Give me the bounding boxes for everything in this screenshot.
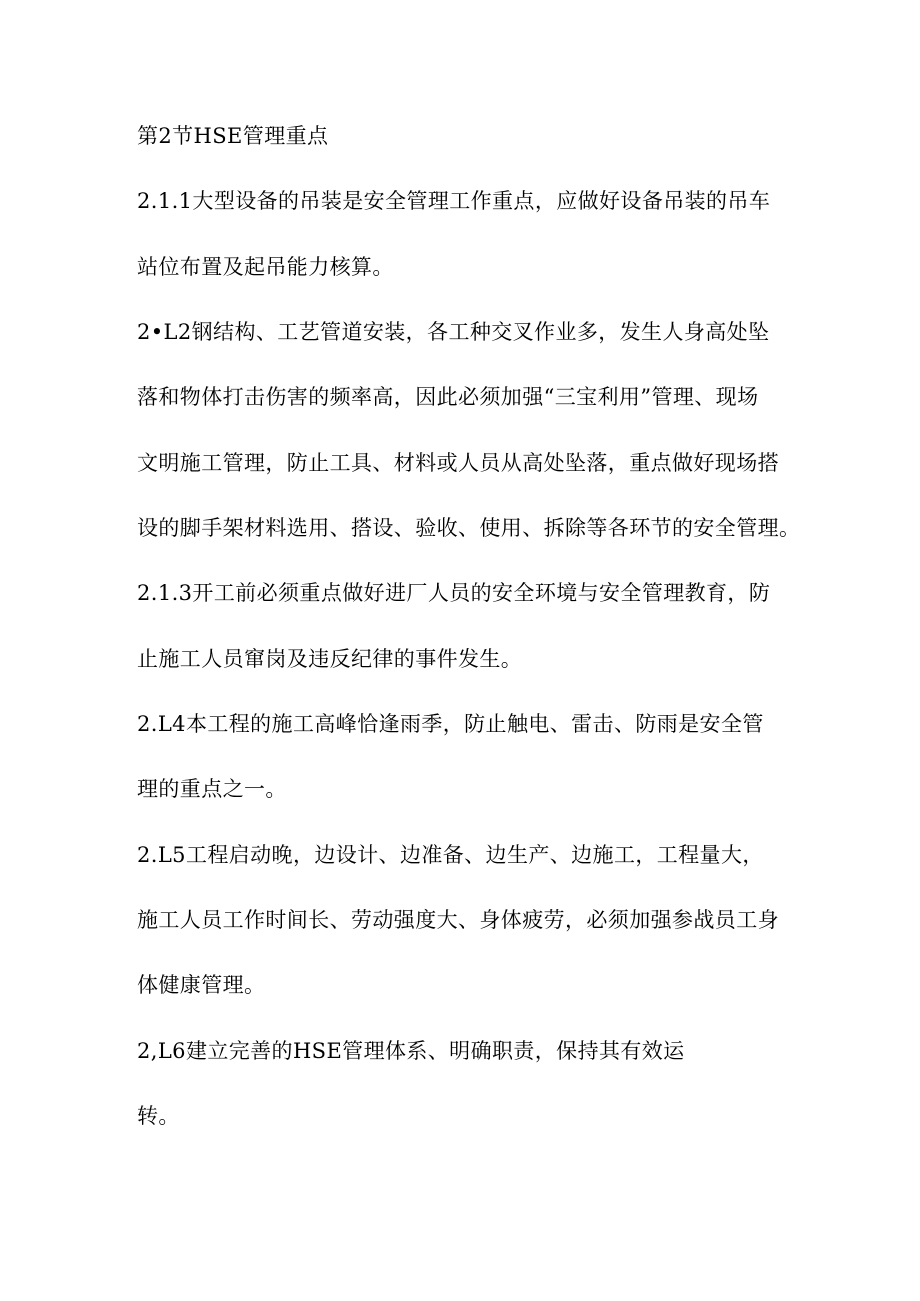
text-line-14: 2,L6建立完善的HSE管理体系、明确职责，保持其有效运 [137,1039,685,1063]
section-heading: 第2节HSE管理重点 [137,124,329,148]
text-line-1: 2.1.1大型设备的吊装是安全管理工作重点，应做好设备吊装的吊车 [137,189,771,213]
text-line-12: 施工人员工作时间长、劳动强度大、身体疲劳，必须加强参战员工身 [137,908,779,932]
text-line-11: 2.L5工程启动晚，边设计、边准备、边生产、边施工，工程量大， [137,843,764,867]
text-line-10: 理的重点之一。 [137,777,287,801]
text-line-9: 2.L4本工程的施工高峰恰逢雨季，防止触电、雷击、防雨是安全管 [137,712,764,736]
text-line-7: 2.1.3开工前必须重点做好进厂人员的安全环境与安全管理教育，防 [137,581,771,605]
text-line-3: 2•L2钢结构、工艺管道安装，各工种交叉作业多，发生人身高处坠 [137,320,770,344]
text-line-8: 止施工人员窜岗及违反纪律的事件发生。 [137,647,523,671]
text-line-13: 体健康管理。 [137,973,266,997]
text-line-15: 转。 [137,1104,180,1128]
text-line-5: 文明施工管理，防止工具、材料或人员从高处坠落，重点做好现场搭 [137,451,779,475]
text-line-2: 站位布置及起吊能力核算。 [137,255,394,279]
text-line-4: 落和物体打击伤害的频率高，因此必须加强“三宝利用”管理、现场 [137,385,759,409]
text-line-6: 设的脚手架材料选用、搭设、验收、使用、拆除等各环节的安全管理。 [137,516,801,540]
